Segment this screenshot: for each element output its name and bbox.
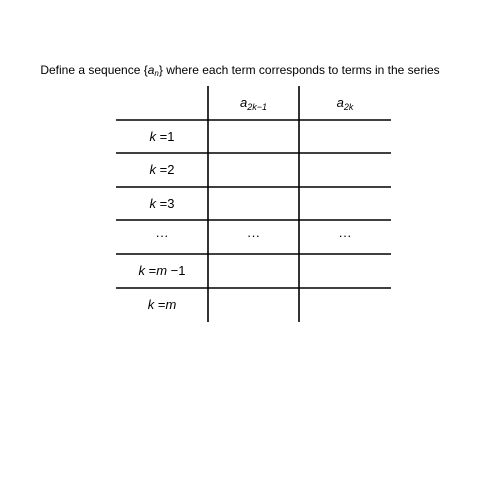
row-label-ellipsis: ··· xyxy=(155,228,169,243)
cell-ellipsis-odd: ··· xyxy=(247,228,260,243)
col-header-even-sub: 2k xyxy=(343,102,354,112)
col-header-odd-sub: 2k−1 xyxy=(247,102,267,112)
caption-seq-var: a xyxy=(147,63,155,77)
row-label-1: k =1 xyxy=(149,129,175,144)
cell-ellipsis-even: ··· xyxy=(338,228,352,243)
caption-seq-sub: n xyxy=(154,69,159,78)
row-label-m-minus-1: k =m −1 xyxy=(138,263,186,278)
row-label-2: k =2 xyxy=(149,162,175,177)
caption-prefix: Define a sequence { xyxy=(40,63,148,77)
row-label-m: k =m xyxy=(147,297,177,312)
caption-suffix: } where each term corresponds to terms in the series xyxy=(158,63,440,77)
col-header-odd xyxy=(208,95,299,115)
row-label-3: k =3 xyxy=(149,196,175,211)
col-header-even-var: a xyxy=(336,95,344,110)
col-header-odd-var: a xyxy=(239,95,248,110)
col-header-even xyxy=(299,95,391,115)
